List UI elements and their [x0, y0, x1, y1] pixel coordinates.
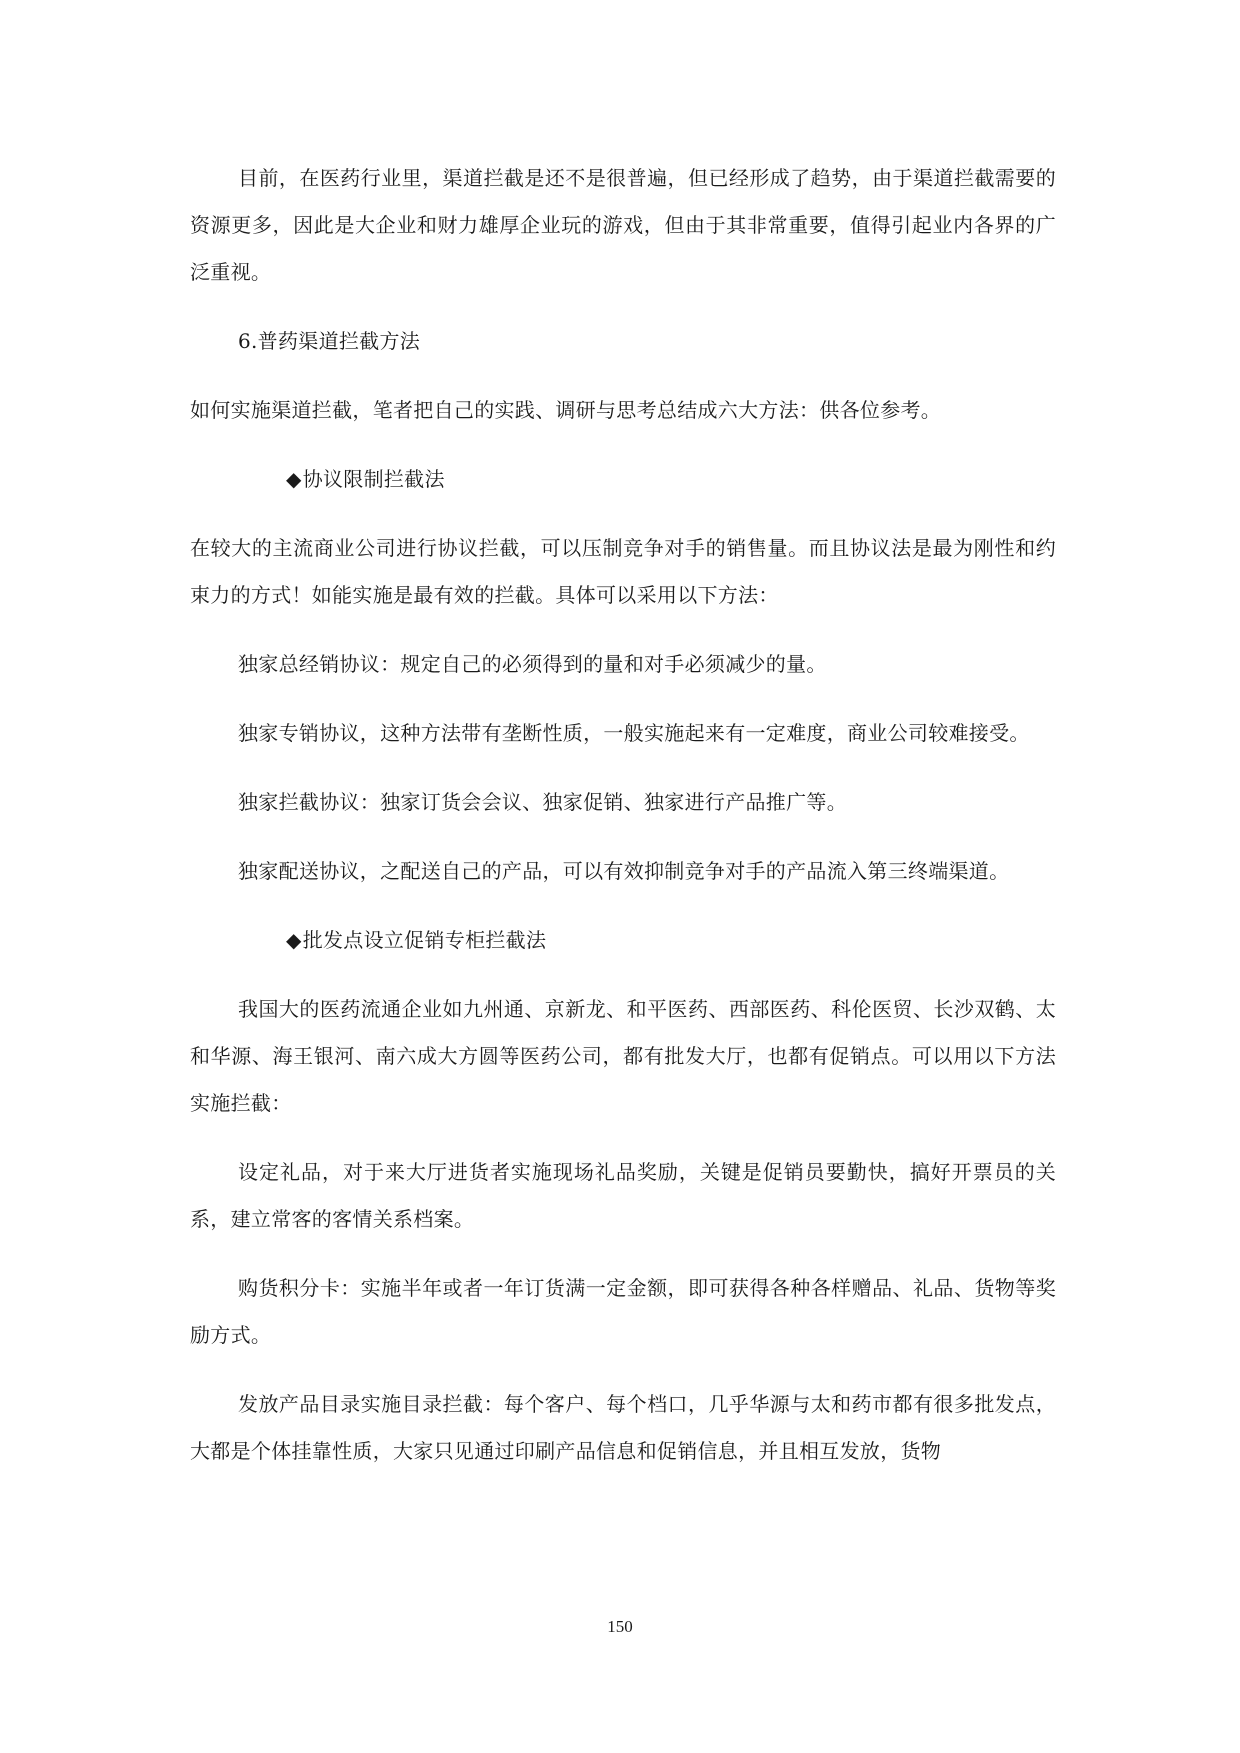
section-heading-6: 6.普药渠道拦截方法: [238, 329, 421, 353]
paragraph-exclusive-interception: 独家拦截协议：独家订货会会议、独家促销、独家进行产品推广等。: [238, 790, 847, 814]
paragraph-gifts: 设定礼品，对于来大厅进货者实施现场礼品奖励，关键是促销员要勤快，搞好开票员的关系，建立常客的客情关系档案。: [190, 1160, 1056, 1231]
bullet-heading-wholesale-text: 批发点设立促销专柜拦截法: [302, 928, 547, 952]
paragraph-catalog: 发放产品目录实施目录拦截：每个客户、每个档口，几乎华源与太和药市都有很多批发点，大都是个体挂靠性质，大家只见通过印刷产品信息和促销信息，并且相互发放，货物: [190, 1392, 1056, 1463]
document-body: [190, 155, 1056, 1475]
bullet-heading-agreement-text: 协议限制拦截法: [302, 467, 445, 491]
paragraph-agreement-desc: 在较大的主流商业公司进行协议拦截，可以压制竞争对手的销售量。而且协议法是最为刚性和约束力的方式！如能实施是最有效的拦截。具体可以采用以下方法：: [190, 536, 1056, 607]
paragraph-points-card: 购货积分卡：实施半年或者一年订货满一定金额，即可获得各种各样赠品、礼品、货物等奖励方式。: [190, 1276, 1056, 1347]
paragraph-intro: 目前，在医药行业里，渠道拦截是还不是很普遍，但已经形成了趋势，由于渠道拦截需要的资源更多，因此是大企业和财力雄厚企业玩的游戏，但由于其非常重要，值得引起业内各界的广泛重视。: [190, 166, 1056, 284]
paragraph-exclusive-delivery: 独家配送协议，之配送自己的产品，可以有效抑制竞争对手的产品流入第三终端渠道。: [238, 859, 1010, 883]
page-number: 150: [607, 1617, 633, 1636]
paragraph-exclusive-sales: 独家专销协议，这种方法带有垄断性质，一般实施起来有一定难度，商业公司较难接受。: [238, 721, 1030, 745]
bullet-heading-wholesale: [190, 917, 1056, 964]
diamond-bullet-icon: ◆: [286, 467, 302, 491]
paragraph-distributors: 我国大的医药流通企业如九州通、京新龙、和平医药、西部医药、科伦医贸、长沙双鹤、太和华源、海王银河、南六成大方圆等医药公司，都有批发大厅，也都有促销点。可以用以下方法实施拦截：: [190, 997, 1056, 1115]
paragraph-exclusive-distribution: 独家总经销协议：规定自己的必须得到的量和对手必须减少的量。: [238, 652, 827, 676]
diamond-bullet-icon: ◆: [286, 928, 302, 952]
bullet-heading-agreement: [190, 456, 1056, 503]
paragraph-methods-intro: 如何实施渠道拦截，笔者把自己的实践、调研与思考总结成六大方法：供各位参考。: [190, 398, 942, 422]
